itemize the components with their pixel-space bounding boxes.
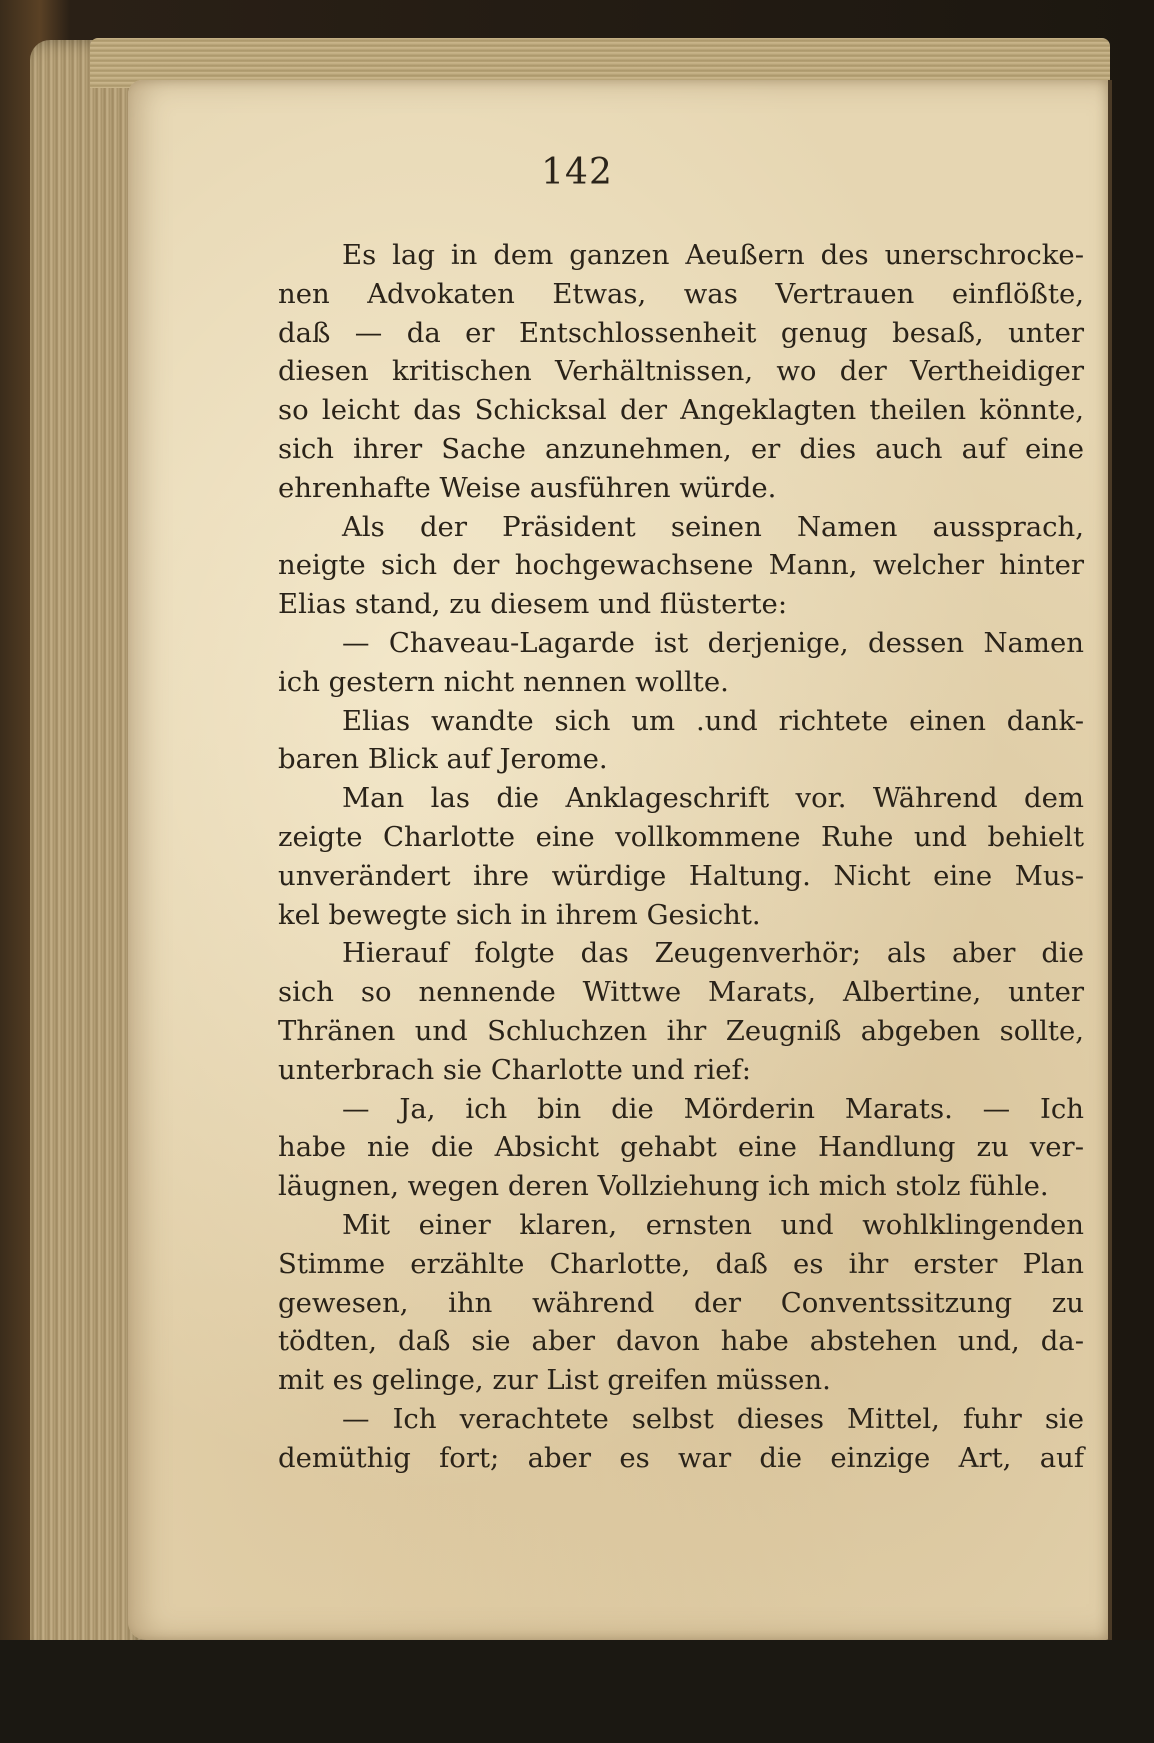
text-line: gewesen, ihn während der Conventssitzung zu xyxy=(278,1286,1084,1319)
text-line: Stimme erzählte Charlotte, daß es ihr erster Plan xyxy=(278,1247,1084,1280)
text-line: tödten, daß sie aber davon habe abstehen und, da- xyxy=(278,1325,1084,1358)
text-line: Es lag in dem ganzen Aeußern des unerschrocke- xyxy=(342,239,1084,271)
text-line: Thränen und Schluchzen ihr Zeugniß abgeben sollte, xyxy=(278,1014,1084,1047)
text-line: ich gestern nicht nennen wollte. xyxy=(278,665,729,698)
text-line: Elias wandte sich um .und richtete einen dank- xyxy=(342,704,1084,737)
text-line: kel bewegte sich in ihrem Gesicht. xyxy=(278,898,761,931)
text-line: baren Blick auf Jerome. xyxy=(278,743,608,776)
text-line: — Ich verachtete selbst dieses Mittel, fuhr sie xyxy=(342,1402,1084,1435)
text-line: daß — da er Entschlossenheit genug besaß, unter xyxy=(278,316,1084,349)
text-line: demüthig fort; aber es war die einzige Art, auf xyxy=(278,1441,1084,1474)
page-number: 142 xyxy=(541,152,613,193)
text-line: Mit einer klaren, ernsten und wohlklingenden xyxy=(342,1208,1084,1241)
text-line: nen Advokaten Etwas, was Vertrauen einflößte, xyxy=(278,277,1084,310)
text-line: Hierauf folgte das Zeugenverhör; als aber die xyxy=(342,937,1084,970)
text-line: ehrenhafte Weise ausführen würde. xyxy=(278,471,777,504)
text-line: zeigte Charlotte eine vollkommene Ruhe und behielt xyxy=(278,820,1084,853)
text-line: Elias stand, zu diesem und flüsterte: xyxy=(278,588,788,621)
text-line: läugnen, wegen deren Vollziehung ich mich stolz fühle. xyxy=(278,1170,1049,1203)
text-line: — Ja, ich bin die Mörderin Marats. — Ich xyxy=(342,1092,1084,1125)
text-line: mit es gelinge, zur List greifen müssen. xyxy=(278,1364,831,1397)
binding-gutter xyxy=(1108,80,1112,1640)
bottom-margin-shadow xyxy=(0,1640,1154,1743)
text-line: habe nie die Absicht gehabt eine Handlung zu ver- xyxy=(278,1131,1084,1164)
text-line: so leicht das Schicksal der Angeklagten theilen könnte, xyxy=(278,394,1084,427)
text-line: diesen kritischen Verhältnissen, wo der Vertheidiger xyxy=(278,355,1084,388)
body-text xyxy=(278,236,1084,1478)
text-line: Als der Präsident seinen Namen aussprach, xyxy=(342,510,1084,543)
text-line: unverändert ihre würdige Haltung. Nicht eine Mus- xyxy=(278,859,1084,892)
text-line: sich ihrer Sache anzunehmen, er dies auch auf eine xyxy=(278,432,1084,465)
text-line: neigte sich der hochgewachsene Mann, welcher hinter xyxy=(278,549,1084,582)
text-line: — Chaveau-Lagarde ist derjenige, dessen Namen xyxy=(342,626,1084,659)
text-line: unterbrach sie Charlotte und rief: xyxy=(278,1053,752,1086)
text-line: sich so nennende Wittwe Marats, Albertine, unter xyxy=(278,976,1084,1009)
text-line: Man las die Anklageschrift vor. Während dem xyxy=(342,782,1084,815)
